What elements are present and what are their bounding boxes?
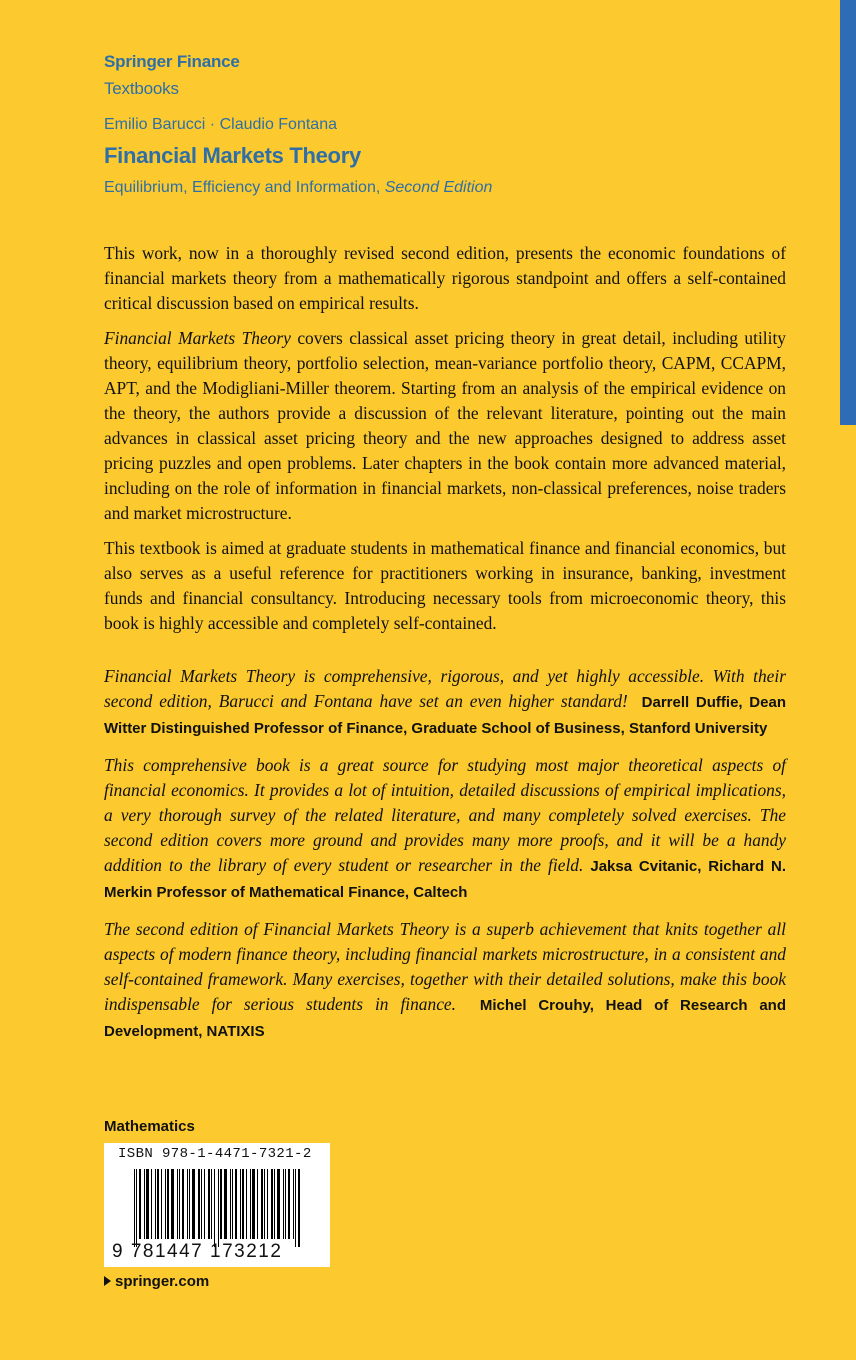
barcode-bar	[283, 1169, 284, 1239]
barcode-bar	[177, 1169, 178, 1239]
book-subtitle	[104, 177, 492, 199]
description-paragraph: This textbook is aimed at graduate students in mathematical finance and financial economics, but also serves as a useful reference for practitioners working in insurance, banking, investment funds and financial consultancy. Introducing necessary tools from microeconomic theory, this book is highly accessible and completely self-contained.	[104, 538, 786, 633]
barcode-bar	[146, 1169, 149, 1239]
description-paragraph	[104, 326, 786, 526]
barcode-bar	[298, 1169, 300, 1247]
title-reference: Financial Markets Theory	[104, 328, 291, 348]
barcode-bar	[165, 1169, 166, 1239]
authors: Emilio Barucci · Claudio Fontana	[104, 116, 337, 133]
barcode-bar	[288, 1169, 290, 1239]
series-heading	[104, 48, 240, 102]
barcode-bar	[224, 1169, 227, 1239]
book-description	[104, 241, 786, 636]
ean-number: 9 781447 173212	[112, 1241, 283, 1262]
barcode-bar	[187, 1169, 188, 1239]
endorsements	[104, 664, 786, 1056]
series-name: Springer Finance	[104, 52, 240, 71]
barcode-bar	[295, 1169, 296, 1247]
subject-category: Mathematics	[104, 1118, 195, 1135]
barcode-bar	[285, 1169, 286, 1239]
endorsement-author: Jaksa Cvitanic, Richard N. Merkin Professor of Mathematical Finance, Caltech	[104, 858, 786, 901]
barcode-bar	[257, 1169, 258, 1239]
series-subseries: Textbooks	[104, 79, 179, 98]
endorsement-author: Darrell Duffie, Dean Witter Distinguished Professor of Finance, Graduate School of Business, Stanford University	[104, 694, 786, 737]
barcode-bar	[155, 1169, 156, 1239]
endorsement	[104, 664, 786, 741]
edition-text: Second Edition	[384, 179, 493, 196]
description-text: covers classical asset pricing theory in great detail, including utility theory, equilibrium theory, portfolio selection, mean-variance portfolio theory, CAPM, CCAPM, APT, and the Modigliani-Miller theorem. Starting from an analysis of the empirical evidence on the theory, the authors provide a discussion of the relevant literature, pointing out the main advances in classical asset pricing theory and the new approaches designed to address asset pricing puzzles and open problems. Later chapters in the book contain more advanced material, including on the role of information in financial markets, non-classical preferences, noise traders and market microstructure.	[104, 328, 786, 523]
barcode-bar	[171, 1169, 174, 1239]
barcode-bar	[242, 1169, 244, 1239]
barcode-bar	[293, 1169, 294, 1239]
barcode-bar	[201, 1169, 202, 1239]
barcode-bar	[144, 1169, 145, 1239]
barcode-bar	[179, 1169, 180, 1239]
barcode-bar	[230, 1169, 231, 1239]
barcode-bar	[139, 1169, 141, 1239]
barcode-bar	[264, 1169, 265, 1239]
barcode-bar	[267, 1169, 268, 1239]
barcode-bar	[208, 1169, 210, 1239]
barcode-bar	[232, 1169, 233, 1239]
barcode-bar	[252, 1169, 255, 1239]
endorsement-quote: This comprehensive book is a great source for studying most major theoretical aspects of financial economics. It provides a lot of intuition, detailed discussions of empirical implications, a very thorough survey of the related literature, and many completely solved exercises. The second edition covers more ground and provides many more proofs, and it will be a handy addition to the library of every student or researcher in the field.	[104, 755, 786, 875]
endorsement-quote: The second edition of Financial Markets Theory is a superb achievement that knits together all aspects of modern finance theory, including financial markets microstructure, in a consistent and self-contained framework. Many exercises, together with their detailed solutions, make this book indispensable for serious students in finance.	[104, 919, 786, 1014]
barcode-bar	[198, 1169, 200, 1239]
barcode-bar	[189, 1169, 190, 1239]
barcode-bar	[211, 1169, 212, 1239]
endorsement-author: Michel Crouhy, Head of Research and Development, NATIXIS	[104, 997, 787, 1040]
endorsement-quote: Financial Markets Theory is comprehensive, rigorous, and yet highly accessible. With their second edition, Barucci and Fontana have set an even higher standard!	[104, 666, 786, 711]
barcode-bar	[182, 1169, 184, 1239]
barcode-bar	[161, 1169, 162, 1239]
isbn-label: ISBN 978-1-4471-7321-2	[118, 1146, 312, 1162]
barcode-bar	[151, 1169, 152, 1239]
description-paragraph: This work, now in a thoroughly revised second edition, presents the economic foundations of financial markets theory from a mathematically rigorous standpoint and offers a self-contained critical discussion based on empirical results.	[104, 243, 786, 313]
endorsement	[104, 753, 786, 905]
arrow-right-icon	[104, 1276, 111, 1286]
cover-color-stripe	[840, 0, 856, 425]
barcode-bar	[136, 1169, 137, 1247]
barcode-bar	[261, 1169, 263, 1239]
barcode-bar	[235, 1169, 237, 1239]
barcode-bar	[277, 1169, 280, 1239]
barcode-bars	[134, 1169, 319, 1243]
barcode-bar	[220, 1169, 222, 1239]
book-title: Financial Markets Theory	[104, 143, 361, 168]
publisher-website[interactable]	[104, 1273, 209, 1290]
barcode-bar	[157, 1169, 159, 1239]
barcode-bar	[204, 1169, 205, 1239]
barcode-bar	[250, 1169, 251, 1239]
isbn-barcode	[104, 1143, 330, 1267]
barcode-bar	[218, 1169, 219, 1247]
barcode-bar	[240, 1169, 241, 1239]
website-text: springer.com	[115, 1273, 210, 1290]
barcode-bar	[192, 1169, 195, 1239]
barcode-bar	[167, 1169, 169, 1239]
barcode-bar	[214, 1169, 215, 1247]
barcode-bar	[271, 1169, 273, 1239]
subtitle-text: Equilibrium, Efficiency and Information,	[104, 179, 381, 196]
endorsement	[104, 917, 786, 1044]
barcode-bar	[274, 1169, 275, 1239]
barcode-bar	[134, 1169, 135, 1247]
barcode-bar	[246, 1169, 247, 1239]
